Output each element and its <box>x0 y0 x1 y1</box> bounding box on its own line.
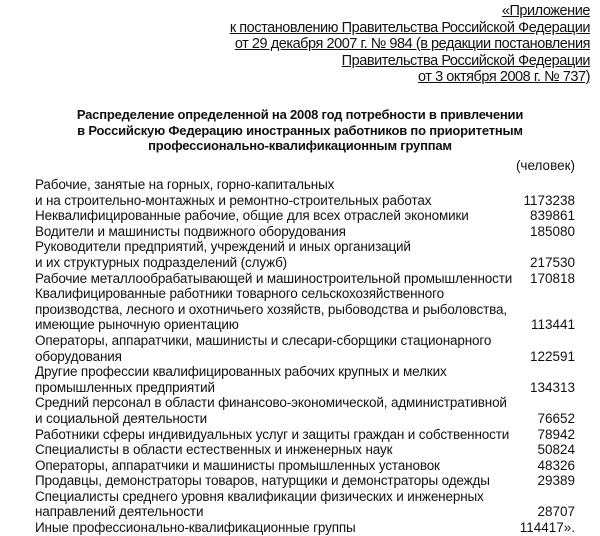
worker-count-value: 122591 <box>529 348 575 364</box>
profession-group-label <box>35 177 505 208</box>
worker-count-value: 113441 <box>530 317 575 333</box>
profession-group-line: Неквалифицированные рабочие, общие для всех отраслей экономики <box>35 208 469 224</box>
appendix-header <box>230 3 590 86</box>
profession-group-label <box>35 458 505 474</box>
worker-count-value: 839861 <box>529 208 575 224</box>
profession-group-line: Другие профессии квалифицированных рабочих крупных и мелких <box>35 364 447 380</box>
profession-group-line: направлений деятельности <box>35 504 204 520</box>
worker-count-value: 76652 <box>537 410 575 426</box>
profession-group-line: имеющие рыночную ориентацию <box>35 317 239 333</box>
profession-group-label <box>35 364 505 395</box>
profession-group-label <box>35 520 505 536</box>
profession-group-label <box>35 333 505 364</box>
appendix-header-line: от 3 октября 2008 г. № 737) <box>418 69 590 85</box>
document-title-line: профессионально-квалификационным группам <box>148 138 452 153</box>
profession-group-line: Водители и машинисты подвижного оборудования <box>35 223 346 239</box>
worker-count-value: 78942 <box>537 426 575 442</box>
profession-group-line: Рабочие, занятые на горных, горно-капитальных <box>35 177 335 192</box>
table-row <box>35 286 586 333</box>
worker-count-value: 29389 <box>537 473 575 489</box>
profession-group-line: Руководители предприятий, учреждений и иных организаций <box>35 239 411 255</box>
profession-group-line: Квалифицированные работники товарного сельскохозяйственного <box>35 286 444 302</box>
profession-group-line: Продавцы, демонстраторы товаров, натурщики и демонстраторы одежды <box>35 473 490 489</box>
profession-group-line: Рабочие металлообрабатывающей и машиностроительной промышленности <box>35 270 513 286</box>
profession-group-label <box>35 395 505 426</box>
worker-count-value: 48326 <box>537 457 575 473</box>
table-row <box>35 395 586 426</box>
appendix-header-line: к постановлению Правительства Российской Федерации <box>229 19 590 36</box>
table-row <box>35 520 586 536</box>
worker-count-value: 170818 <box>529 270 575 286</box>
document-title <box>30 107 570 154</box>
distribution-table <box>35 177 586 536</box>
table-row <box>35 473 586 489</box>
appendix-header-line: «Приложение <box>501 3 590 19</box>
profession-group-label <box>35 224 505 240</box>
table-row <box>35 224 586 240</box>
worker-count-value: 28707 <box>537 504 575 520</box>
document-title-line: Распределение определенной на 2008 год потребности в привлечении <box>76 107 524 122</box>
worker-count-value: 217530 <box>529 254 575 270</box>
worker-count-value: 185080 <box>529 223 575 239</box>
profession-group-line: производства, лесного и охотничьего хозяйств, рыбоводства и рыболовства, <box>35 301 508 317</box>
table-row <box>35 442 586 458</box>
profession-group-line: и их структурных подразделений (служб) <box>35 254 288 270</box>
unit-label: (человек) <box>515 158 575 173</box>
table-row <box>35 427 586 443</box>
table-row <box>35 177 586 208</box>
profession-group-line: Операторы, аппаратчики и машинисты промышленных установок <box>35 457 440 473</box>
table-row <box>35 333 586 364</box>
worker-count-value: 134313 <box>529 379 575 395</box>
appendix-header-line: от 29 декабря 2007 г. № 984 (в редакции постановления <box>234 36 590 52</box>
table-row <box>35 489 586 520</box>
profession-group-label <box>35 286 508 333</box>
worker-count-value: 114417». <box>519 520 575 536</box>
profession-group-label <box>35 489 505 520</box>
worker-count-value: 1173238 <box>523 192 575 208</box>
profession-group-line: Специалисты в области естественных и инженерных наук <box>35 442 393 458</box>
profession-group-line: Специалисты среднего уровня квалификации физических и инженерных <box>35 488 484 504</box>
profession-group-line: и на строительно-монтажных и ремонтно-строительных работах <box>35 192 432 208</box>
profession-group-line: Операторы, аппаратчики, машинисты и слесари-сборщики стационарного <box>35 332 492 348</box>
profession-group-label <box>35 426 510 443</box>
profession-group-label <box>35 208 505 224</box>
profession-group-line: оборудования <box>35 348 122 364</box>
profession-group-line: Средний персонал в области финансово-экономической, административной <box>35 395 507 411</box>
worker-count-value: 50824 <box>537 442 575 458</box>
profession-group-line: промышленных предприятий <box>35 379 215 395</box>
table-row <box>35 208 586 224</box>
document-title-line: в Российскую Федерацию иностранных работников по приоритетным <box>77 122 523 138</box>
table-row <box>35 364 586 395</box>
table-row <box>35 458 586 474</box>
profession-group-label <box>35 239 505 270</box>
profession-group-line: Работники сферы индивидуальных услуг и защиты граждан и собственности <box>35 426 510 442</box>
profession-group-line: и социальной деятельности <box>35 410 208 426</box>
appendix-header-line: Правительства Российской Федерации <box>341 52 590 69</box>
table-row <box>35 239 586 270</box>
profession-group-label <box>35 270 513 287</box>
profession-group-line: Иные профессионально-квалификационные группы <box>35 520 356 536</box>
table-row <box>35 271 586 287</box>
profession-group-label <box>35 442 505 458</box>
profession-group-label <box>35 473 505 489</box>
